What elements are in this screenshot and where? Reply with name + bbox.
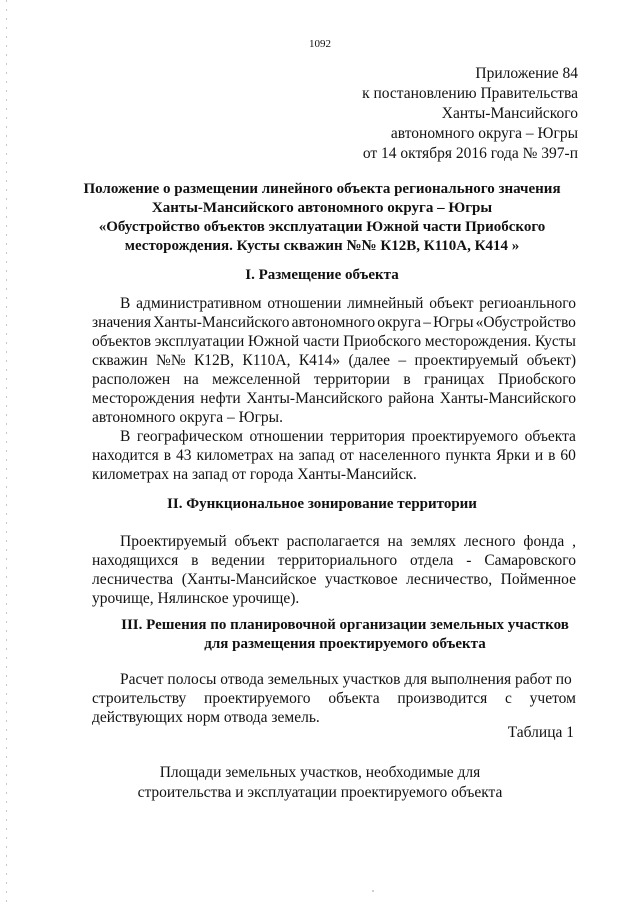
word: Южной bbox=[247, 333, 300, 350]
word: лимнейный bbox=[347, 295, 424, 312]
word: отношении bbox=[249, 428, 324, 445]
word: от bbox=[339, 447, 354, 464]
word: лесного bbox=[463, 533, 516, 550]
paragraph-line bbox=[92, 332, 576, 351]
word: лесничества bbox=[92, 571, 174, 588]
paragraph-line bbox=[92, 689, 576, 708]
title-line: «Обустройство объектов эксплуатации Южной части Приобского bbox=[98, 219, 546, 235]
word: в bbox=[548, 447, 556, 464]
word: объект bbox=[429, 295, 474, 312]
word: месторождения bbox=[92, 390, 195, 407]
document-title bbox=[62, 180, 582, 256]
word: объектов bbox=[92, 333, 152, 350]
word: «Обустройство bbox=[475, 314, 576, 331]
word: Самаровского bbox=[484, 552, 576, 569]
paragraph-line bbox=[92, 294, 576, 313]
word: Югры bbox=[433, 314, 474, 331]
word: административном bbox=[136, 295, 262, 312]
word: территория bbox=[330, 428, 406, 445]
table-caption-line: строительства и эксплуатации проектируемого объекта bbox=[137, 784, 503, 801]
word: учетом bbox=[529, 690, 576, 707]
word: географическом bbox=[136, 428, 243, 445]
word: фонда bbox=[523, 533, 565, 550]
paragraph-line bbox=[92, 389, 576, 408]
paragraph-line bbox=[92, 351, 576, 370]
section-1-heading: I. Размещение объекта bbox=[245, 267, 399, 283]
word: находящихся bbox=[92, 552, 179, 569]
title-line: Ханты-Мансийского автономного округа – Югры bbox=[151, 200, 493, 216]
word: В bbox=[120, 428, 131, 445]
word: Приобского bbox=[343, 333, 422, 350]
paragraph-line bbox=[92, 551, 576, 570]
word: объект bbox=[234, 533, 279, 550]
section-2-heading: II. Функциональное зонирование территории bbox=[167, 496, 477, 512]
word: межселенной bbox=[212, 371, 301, 388]
paragraph-line bbox=[92, 408, 576, 427]
word: урочище, Нялинское урочище). bbox=[92, 590, 300, 607]
word: действующих норм отвода земель. bbox=[92, 709, 320, 726]
word: проектируемого bbox=[411, 428, 519, 445]
word: 60 bbox=[560, 447, 576, 464]
word: Приобского bbox=[497, 371, 576, 388]
word: километрах bbox=[196, 447, 274, 464]
title-line: Положение о размещении линейного объекта регионального значения bbox=[83, 181, 561, 197]
word: эксплуатации bbox=[154, 333, 245, 350]
title-line: месторождения. Кусты скважин №№ К12В, К110А, К414 » bbox=[124, 238, 520, 254]
word: на bbox=[387, 533, 403, 550]
word: региоанльного bbox=[479, 295, 576, 312]
word: скважин bbox=[92, 352, 148, 369]
word: в bbox=[163, 447, 172, 464]
word: округа bbox=[377, 314, 422, 331]
word: – bbox=[398, 352, 407, 369]
paragraph-line bbox=[92, 708, 576, 727]
word: расположен bbox=[92, 371, 171, 388]
appendix-line: Приложение 84 bbox=[475, 65, 578, 82]
word: автономного bbox=[291, 314, 376, 331]
word: строительству bbox=[92, 690, 187, 707]
word: автономного округа – Югры. bbox=[92, 409, 283, 426]
paragraph-line bbox=[92, 446, 576, 465]
word: лесничество, bbox=[406, 571, 493, 588]
section-3-heading-line: для размещения проектируемого объекта bbox=[204, 636, 486, 652]
appendix-block bbox=[362, 64, 578, 164]
section-3-heading-line: III. Решения по планировочной организации земельных участков bbox=[121, 617, 569, 633]
appendix-line: к постановлению Правительства bbox=[362, 85, 578, 102]
table-label: Таблица 1 bbox=[507, 724, 574, 741]
section-1-paragraph-1 bbox=[92, 294, 576, 427]
word: в bbox=[191, 552, 199, 569]
word: части bbox=[302, 333, 340, 350]
paragraph-line bbox=[92, 370, 576, 389]
word: 43 bbox=[176, 447, 192, 464]
paragraph-line bbox=[92, 570, 576, 589]
table-caption bbox=[0, 763, 640, 803]
paragraph-line bbox=[92, 670, 576, 689]
word: (далее bbox=[348, 352, 391, 369]
word: территориального bbox=[277, 552, 398, 569]
scan-speck bbox=[372, 890, 374, 892]
paragraph-line bbox=[92, 532, 576, 551]
word: Ханты-Мансийского bbox=[439, 390, 576, 407]
word: производится bbox=[397, 690, 488, 707]
word: располагается bbox=[286, 533, 380, 550]
paragraph-line bbox=[92, 465, 576, 484]
word: отношении bbox=[267, 295, 342, 312]
appendix-line: Ханты-Мансийского bbox=[441, 105, 578, 122]
appendix-line: автономного округа – Югры bbox=[390, 125, 578, 142]
section-2-paragraph-1 bbox=[92, 532, 576, 608]
word: В bbox=[120, 295, 131, 312]
word: на bbox=[183, 371, 199, 388]
word: Расчет полосы отвода земельных участков для выполнения работ по bbox=[120, 671, 572, 688]
word: объекта bbox=[328, 690, 380, 707]
word: , bbox=[572, 533, 576, 550]
word: границах bbox=[424, 371, 485, 388]
word: Ханты-Мансийского bbox=[153, 314, 290, 331]
word: отдела bbox=[409, 552, 454, 569]
word: Ханты-Мансийского bbox=[246, 390, 383, 407]
word: землях bbox=[410, 533, 457, 550]
word: К110А, bbox=[242, 352, 291, 369]
word: проектируемый bbox=[414, 352, 519, 369]
word: территории bbox=[313, 371, 390, 388]
word: находится bbox=[92, 447, 159, 464]
word: объекта bbox=[524, 428, 576, 445]
word: с bbox=[505, 690, 512, 707]
word: Кусты bbox=[534, 333, 576, 350]
word: проектируемого bbox=[204, 690, 311, 707]
appendix-line: от 14 октября 2016 года № 397-п bbox=[362, 145, 578, 162]
paragraph-line bbox=[92, 427, 576, 446]
word: - bbox=[466, 552, 472, 569]
word: – bbox=[423, 314, 431, 331]
word: ведении bbox=[211, 552, 265, 569]
page-number: 1092 bbox=[309, 38, 331, 50]
word: (Ханты-Мансийское bbox=[181, 571, 317, 588]
word: и bbox=[534, 447, 544, 464]
word: на bbox=[278, 447, 294, 464]
word: запад bbox=[298, 447, 335, 464]
word: Ярки bbox=[495, 447, 530, 464]
word: объект) bbox=[526, 352, 576, 369]
word: километрах на запад от города Ханты-Мансийск. bbox=[92, 466, 417, 483]
section-1-paragraph-2 bbox=[92, 427, 576, 484]
word: К414» bbox=[298, 352, 341, 369]
table-caption-line: Площади земельных участков, необходимые для bbox=[159, 764, 481, 781]
word: К12В, bbox=[193, 352, 235, 369]
word: нефти bbox=[200, 390, 241, 407]
word: Пойменное bbox=[500, 571, 576, 588]
word: района bbox=[388, 390, 435, 407]
word: участковое bbox=[324, 571, 398, 588]
word: населенного bbox=[358, 447, 441, 464]
word: пункта bbox=[445, 447, 491, 464]
word: Проектируемый bbox=[120, 533, 227, 550]
section-3-paragraph-1 bbox=[92, 670, 576, 727]
word: №№ bbox=[156, 352, 186, 369]
paragraph-line bbox=[92, 313, 576, 332]
word: в bbox=[403, 371, 411, 388]
word: месторождения. bbox=[424, 333, 532, 350]
section-3-heading bbox=[110, 616, 580, 654]
word: значения bbox=[92, 314, 152, 331]
paragraph-line bbox=[92, 589, 576, 608]
